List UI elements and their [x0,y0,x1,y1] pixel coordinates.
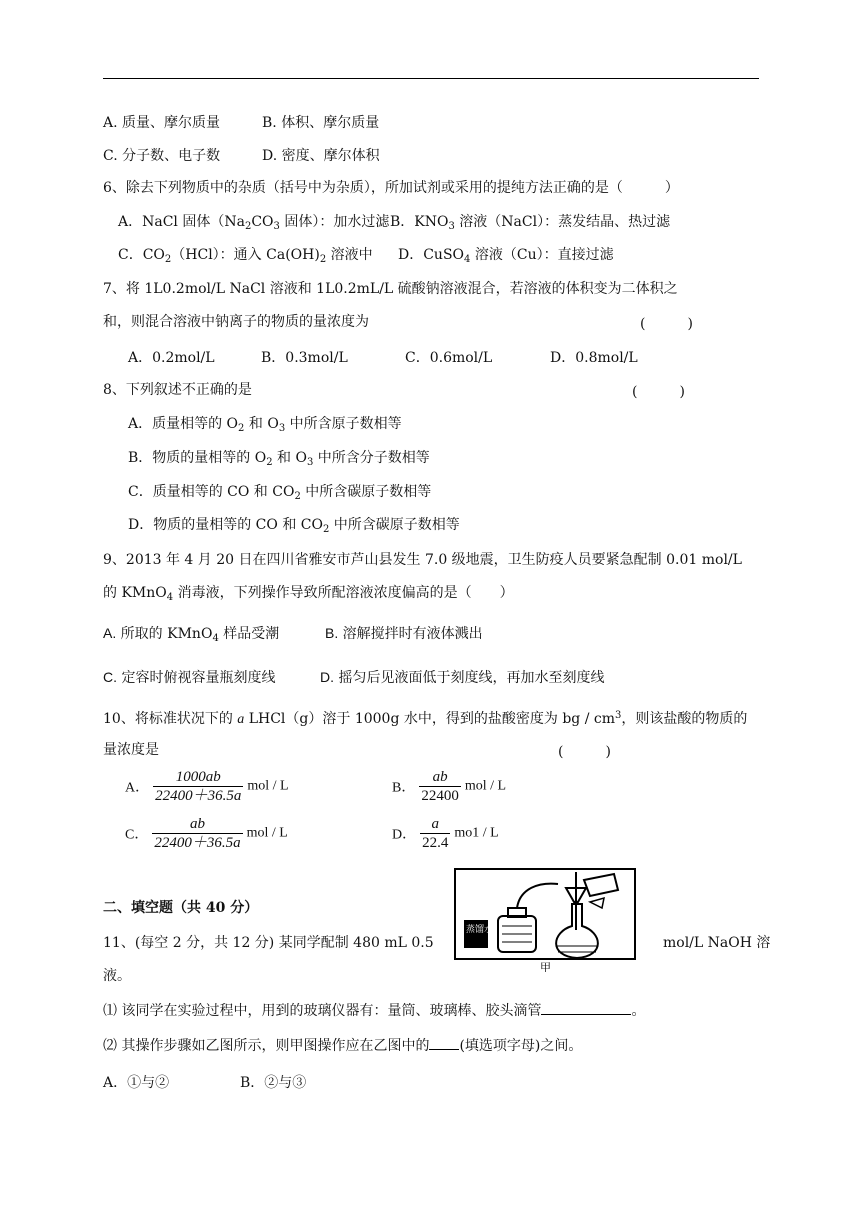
q10-option-a: A． $\frac{1000ab}{22400+36.5a}$ mol / L [125,769,289,804]
q5-option-b: B. 体积、摩尔质量 [262,115,380,131]
q8-stem: 8、下列叙述不正确的是 [103,382,252,398]
q8-answer-paren: ( ) [632,384,685,400]
q10-answer-paren: ( ) [558,744,611,760]
answer-blank-1[interactable] [541,1014,631,1015]
q7-option-d: D．0.8mol/L [550,350,638,366]
fig-caption: 甲 [540,961,551,972]
q11-stem-line1: 11、(每空 2 分，共 12 分) 某同学配制 480 mL 0.5 [103,935,434,951]
q11-stem-line1-tail: mol/L NaOH 溶 [663,935,771,951]
q10-option-b: B． $\frac{ab}{22400}$ mol / L [392,769,507,804]
q8-option-a: A．质量相等的 $O_2$ 和 $O_3$ 中所含原子数相等 [128,416,402,434]
q9-stem-line2: 的 KMnO$_4$ 消毒液，下列操作导致所配溶液浓度偏高的是（ ） [103,585,514,603]
q7-answer-paren: ( ) [640,316,693,332]
q6-option-c: C．$CO_2(HCl)$：通入 $Ca(OH)_2$ 溶液中 [118,247,373,265]
q8-option-d: D．物质的量相等的 CO 和 $CO_2$ 中所含碳原子数相等 [128,517,460,535]
q7-option-b: B．0.3mol/L [261,350,348,366]
q8-option-b: B．物质的量相等的 $O_2$ 和 $O_3$ 中所含分子数相等 [128,450,430,468]
q7-option-c: C．0.6mol/L [405,350,493,366]
apparatus-figure [454,868,636,972]
fig-label: 蒸馏水 [466,925,494,935]
q8-option-c: C．质量相等的 CO 和 $CO_2$ 中所含碳原子数相等 [128,484,432,502]
q6-option-d: D．CuSO$_4$ 溶液（Cu）：直接过滤 [398,247,614,265]
q7-option-a: A．0.2mol/L [128,350,215,366]
q10-stem-line2: 量浓度是 [103,742,159,758]
q10-option-d: D． $\frac{a}{22.4}$ mo1 / L [392,816,499,851]
q9-option-d: D. 摇匀后见液面低于刻度线，再加水至刻度线 [320,669,605,686]
q9-option-b: B. 溶解搅拌时有液体溅出 [325,625,483,642]
q9-stem-line1: 9、2013 年 4 月 20 日在四川省雅安市芦山县发生 7.0 级地震，卫生防疫人员要紧急配制 0.01 mol/L [103,552,742,568]
q7-stem-line1: 7、将 1L0.2mol/L NaCl 溶液和 1L0.2mL/L 硫酸钠溶液混合，若溶液的体积变为二体积之 [103,281,678,297]
q9-option-c: C. 定容时俯视容量瓶刻度线 [103,669,276,686]
q9-option-a: A. 所取的 KMnO$_4$ 样品受潮 [103,625,280,644]
q6-option-b: B．$KNO_3$ 溶液（NaCl）：蒸发结晶、热过滤 [390,214,671,232]
q11-option-b: B．②与③ [240,1075,307,1091]
q10-option-c: C． $\frac{ab}{22400+36.5a}$ mol / L [125,816,288,851]
q5-option-d: D. 密度、摩尔体积 [262,148,380,164]
q11-stem-line2: 液。 [103,968,131,984]
q11-part1: ⑴ 该同学在实验过程中，用到的玻璃仪器有：量筒、玻璃棒、胶头滴管 。 [103,1003,646,1019]
q7-stem-line2: 和，则混合溶液中钠离子的物质的量浓度为 [103,314,369,330]
header-rule [103,78,759,79]
q11-option-a: A．①与② [103,1075,170,1091]
q5-option-c: C. 分子数、电子数 [103,148,221,164]
q5-option-a: A. 质量、摩尔质量 [103,115,221,131]
q10-stem-line1: 10、将标准状况下的 a LHCl（g）溶于 1000g 水中，得到的盐酸密度为 bg / $cm^3$，则该盐酸的物质的 [103,710,748,727]
q11-part2: ⑵ 其操作步骤如乙图所示，则甲图操作应在乙图中的 (填选项字母)之间。 [103,1038,583,1054]
section-2-title: 二、填空题（共 40 分） [103,900,259,916]
q6-stem: 6、除去下列物质中的杂质（括号中为杂质），所加试剂或采用的提纯方法正确的是（ ） [103,180,679,196]
q6-option-a: A．NaCl 固体（$Na_2CO_3$ 固体）：加水过滤 [118,214,390,232]
answer-blank-2[interactable] [429,1049,459,1050]
